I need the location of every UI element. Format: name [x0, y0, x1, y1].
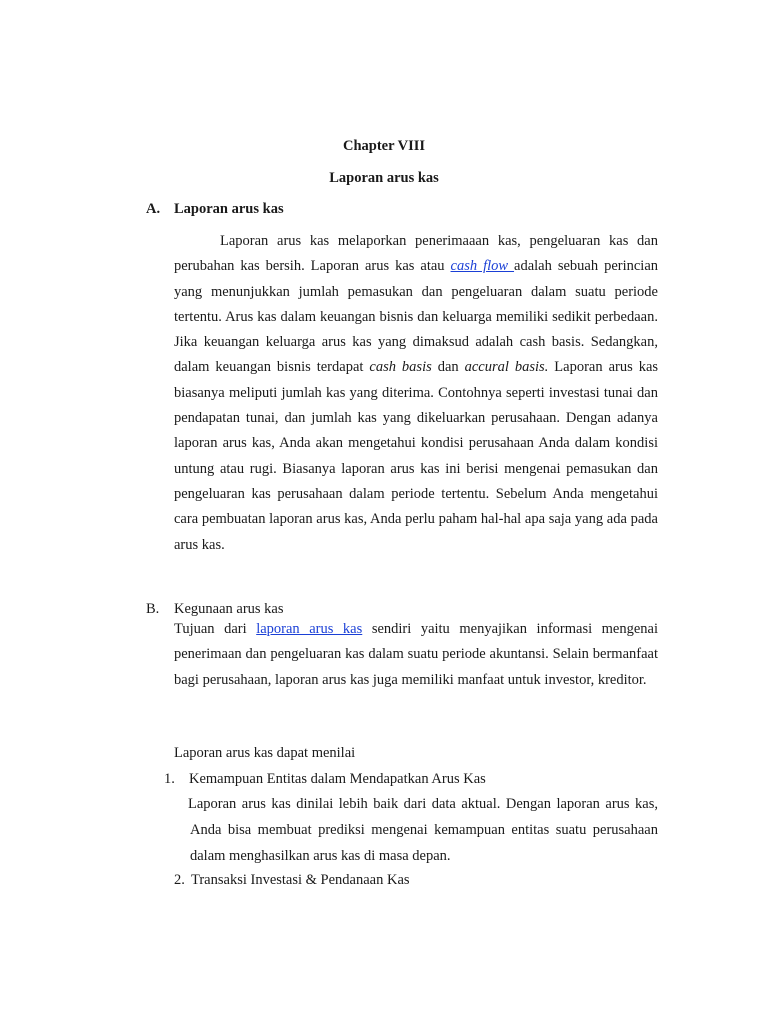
laporan-arus-kas-link[interactable]: laporan arus kas	[256, 621, 363, 637]
list-item-2-number: 2.	[174, 872, 185, 888]
list-item-1-title: Kemampuan Entitas dalam Mendapatkan Arus Kas	[189, 771, 486, 787]
section-a-text-1: Laporan arus kas melaporkan penerimaaan kas, pengeluaran kas dan perubahan kas bersih. Laporan arus kas atau	[174, 233, 658, 275]
cash-flow-link[interactable]: cash flow	[450, 258, 515, 275]
section-a-heading	[146, 201, 284, 218]
section-b-number: B.	[146, 601, 160, 617]
section-b-title: Kegunaan arus kas	[174, 601, 284, 617]
section-a-paragraph	[174, 229, 658, 558]
section-a-text-4: Laporan arus kas biasanya meliputi jumlah kas yang diterima. Contohnya seperti investasi tunai dan pendapatan tunai, dan jumlah kas yang dikeluarkan perusahaan. Dengan adanya laporan arus kas, Anda akan mengetahui kondisi perusahaan Anda dalam kondisi untung atau rugi. Biasanya laporan arus kas ini berisi mengenai pemasukan dan pengeluaran kas perusahaan dalam periode tertentu. Sebelum Anda mengetahui cara pembuatan laporan arus kas, Anda perlu paham hal-hal apa saja yang ada pada arus kas.	[174, 359, 659, 553]
section-b-text-1: Tujuan dari	[174, 621, 247, 637]
section-a-title: Laporan arus kas	[174, 201, 284, 217]
section-a-text-2: adalah sebuah perincian yang menunjukkan jumlah pemasukan dan pengeluaran dalam suatu periode tertentu. Arus kas dalam keuangan bisnis dan keluarga memiliki sedikit perbedaan. Jika keuangan keluarga arus kas yang dimaksud adalah cash basis. Sedangkan, dalam keuangan bisnis terdapat	[174, 258, 659, 376]
chapter-title: Chapter VIII	[342, 138, 426, 154]
cash-basis-term: cash basis	[369, 359, 432, 376]
list-item-1-body: Laporan arus kas dinilai lebih baik dari data aktual. Dengan laporan arus kas, Anda bisa membuat prediksi mengenai kemampuan entitas suatu perusahaan dalam menghasilkan arus kas di masa depan.	[188, 796, 658, 864]
document-title: Laporan arus kas	[329, 170, 439, 186]
section-b-heading	[146, 601, 284, 618]
list-intro: Laporan arus kas dapat menilai	[174, 745, 356, 761]
section-b-text-2: sendiri yaitu menyajikan informasi mengenai penerimaan dan pengeluaran kas dalam suatu periode akuntansi. Selain bermanfaat bagi perusahaan, laporan arus kas juga memiliki manfaat untuk investor, kreditor.	[174, 621, 659, 688]
accural-basis-term: accural basis.	[464, 359, 549, 376]
section-b-paragraph	[174, 617, 658, 693]
section-a-number: A.	[146, 201, 161, 217]
list-item-2-title: Transaksi Investasi & Pendanaan Kas	[191, 872, 410, 888]
section-a-text-3: dan	[437, 359, 459, 376]
list-item-1-number: 1.	[164, 771, 175, 787]
